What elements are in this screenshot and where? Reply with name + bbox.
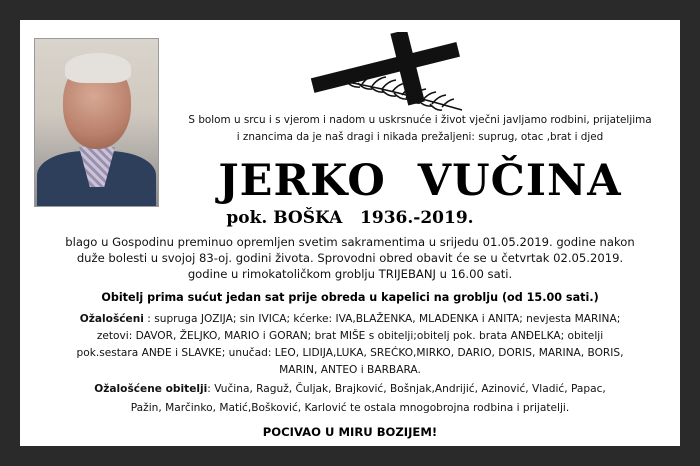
families-line: Pažin, Marčinko, Matić,Bošković, Karlović te ostala mnogobrojna rodbina i prijatelji. — [130, 402, 570, 414]
families-list — [20, 380, 680, 418]
intro-text — [160, 112, 680, 146]
intro-line: S bolom u srcu i s vjerom i nadom u uskrsnuće i život vječni javljamo rodbini, prijateljima — [188, 114, 652, 126]
mourners-line — [20, 311, 680, 328]
obituary-card — [20, 20, 680, 446]
portrait-photo — [34, 38, 159, 207]
announcement-line: duže bolesti u svojoj 83-oj. godini života. Sprovodni obred obavit će se u četvrtak 02.05.2019. — [76, 251, 624, 265]
families-line — [20, 380, 680, 399]
father-and-dates: pok. BOŠKA 1936.-2019. — [226, 208, 474, 228]
mourners-line: pok.sestara ANĐE i SLAVKE; unučad: LEO, LIDIJA,LUKA, SREĆKO,MIRKO, DARIO, DORIS, MARINA, BORIS, — [76, 347, 624, 359]
intro-line: i znancima da je naš dragi i nikada prežaljeni: suprug, otac ,brat i djed — [236, 131, 604, 143]
mourners-line: MARIN, ANTEO i BARBARA. — [279, 364, 421, 376]
announcement-text — [20, 234, 680, 282]
announcement-line: godine u rimokatoličkom groblju TRIJEBANJ u 16.00 sati. — [187, 267, 513, 281]
families-label: Ožalošćene obitelji — [94, 383, 208, 395]
mourners-line: zetovi: DAVOR, ŽELJKO, MARIO i GORAN; brat MIŠE s obitelji;obitelj pok. brata ANĐELKA; obitelji — [96, 330, 604, 342]
mourners-text: : supruga JOZIJA; sin IVICA; kćerke: IVA,BLAŽENKA, MLADENKA i ANITA; nevjesta MARINA; — [143, 313, 621, 325]
closing-blessing: POCIVAO U MIRU BOZIJEM! — [262, 425, 438, 439]
condolence-notice: Obitelj prima sućut jedan sat prije obreda u kapelici na groblju (od 15.00 sati.) — [101, 291, 599, 304]
cross-with-palm-icon — [302, 32, 470, 116]
mourners-label: Ožalošćeni — [79, 313, 144, 325]
announcement-line: blago u Gospodinu preminuo opremljen svetim sakramentima u srijedu 01.05.2019. godine nakon — [65, 235, 635, 249]
deceased-name: JERKO VUČINA — [218, 156, 622, 206]
photo-hair — [65, 53, 131, 83]
families-text: : Vučina, Raguž, Čuljak, Brajković, Bošnjak,Andrijić, Azinović, Vladić, Papac, — [207, 383, 606, 395]
mourners-list — [20, 311, 680, 379]
